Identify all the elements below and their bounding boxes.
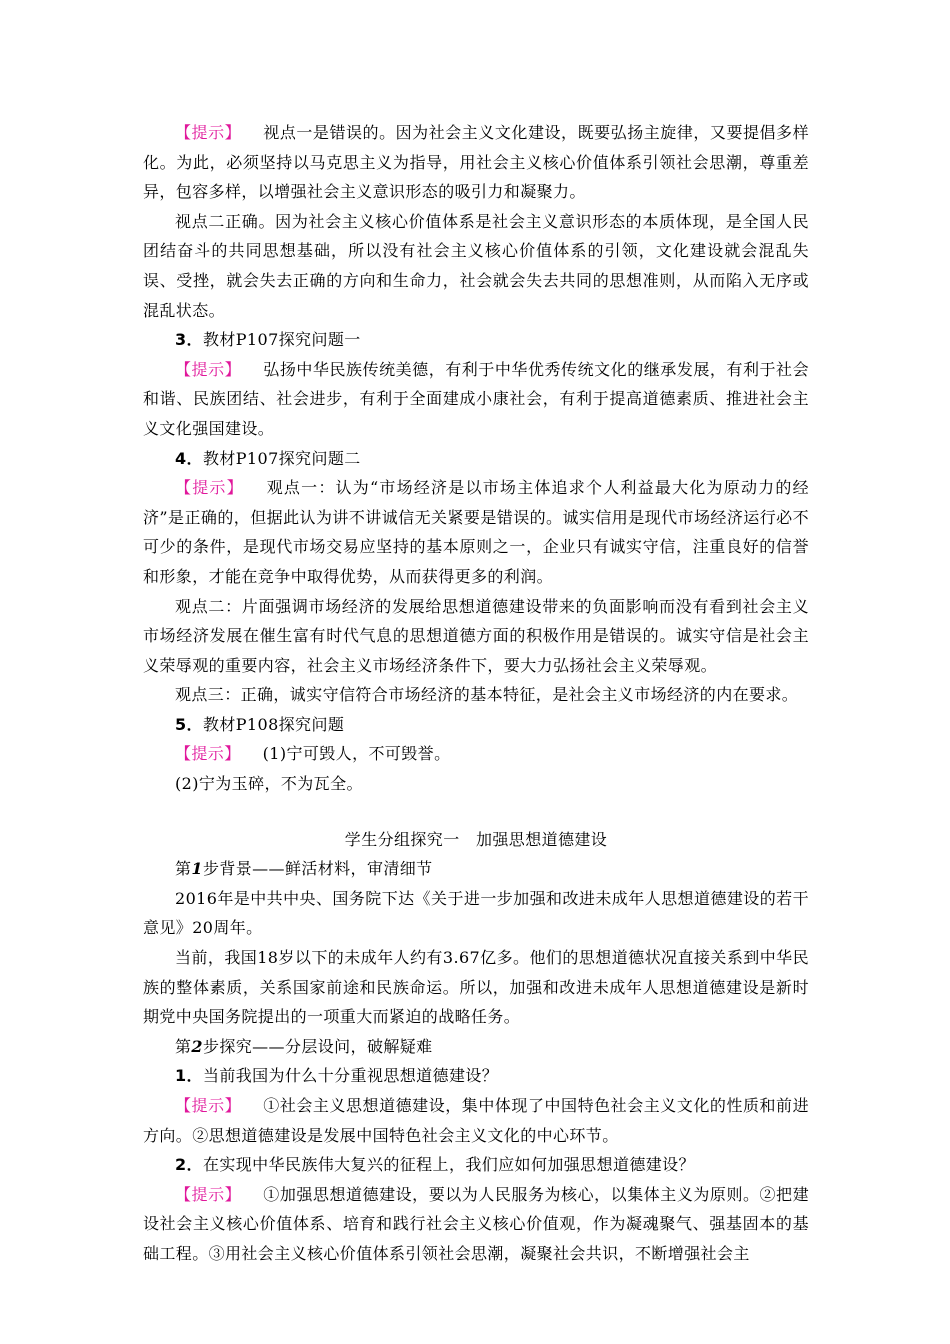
paragraph: 观点二：片面强调市场经济的发展给思想道德建设带来的负面影响而没有看到社会主义市场经济发展在催生富有时代气息的思想道德方面的积极作用是错误的。诚实守信是社会主义荣辱观的重要内容，社会主义市场经济条件下，要大力弘扬社会主义荣辱观。 bbox=[143, 596, 809, 675]
paragraph: 2016年是中共中央、国务院下达《关于进一步加强和改进未成年人思想道德建设的若干意见》20周年。 bbox=[143, 888, 809, 938]
step-text: 步背景——鲜活材料，审清细节 bbox=[202, 859, 433, 879]
question-number: 5． bbox=[175, 714, 203, 734]
hint-label: 【提示】 bbox=[175, 359, 242, 379]
question-item bbox=[143, 1150, 809, 1180]
question-item bbox=[143, 444, 809, 474]
question-number: 2． bbox=[175, 1155, 203, 1175]
question-text: 教材P107探究问题二 bbox=[202, 448, 361, 468]
hint-paragraph bbox=[143, 1091, 809, 1150]
document-body bbox=[143, 118, 809, 1269]
hint-text: (1)宁可毁人，不可毁誉。 bbox=[262, 744, 451, 764]
step-heading bbox=[143, 1032, 809, 1062]
paragraph: (2)宁为玉碎，不为瓦全。 bbox=[175, 774, 363, 794]
step-heading bbox=[143, 854, 809, 884]
hint-label: 【提示】 bbox=[175, 1184, 242, 1204]
hint-label: 【提示】 bbox=[175, 123, 242, 142]
hint-text: ①加强思想道德建设，要以为人民服务为核心，以集体主义为原则。②把建设社会主义核心价值体系、培育和践行社会主义核心价值观，作为凝魂聚气、强基固本的基础工程。③用社会主义核心价值体系引领社会思潮，凝聚社会共识，不断增强社会主 bbox=[143, 1184, 809, 1263]
step-text: 步探究——分层设问，破解疑难 bbox=[202, 1036, 433, 1056]
hint-label: 【提示】 bbox=[175, 478, 244, 498]
hint-text: 视点一是错误的。因为社会主义文化建设，既要弘扬主旋律，又要提倡多样化。为此，必须坚持以马克思主义为指导，用社会主义核心价值体系引领社会思潮，尊重差异，包容多样，以增强社会主义意识形态的吸引力和凝聚力。 bbox=[143, 123, 809, 202]
question-item bbox=[143, 325, 809, 355]
question-number: 3． bbox=[175, 330, 203, 350]
hint-paragraph bbox=[143, 118, 809, 207]
paragraph: 视点二正确。因为社会主义核心价值体系是社会主义意识形态的本质体现，是全国人民团结奋斗的共同思想基础，所以没有社会主义核心价值体系的引领，文化建设就会混乱失误、受挫，就会失去正确的方向和生命力，社会就会失去共同的思想准则，从而陷入无序或混乱状态。 bbox=[143, 211, 809, 320]
hint-paragraph bbox=[143, 1180, 809, 1269]
question-text: 在实现中华民族伟大复兴的征程上，我们应如何加强思想道德建设？ bbox=[202, 1155, 695, 1175]
paragraph: 当前，我国18岁以下的未成年人约有3.67亿多。他们的思想道德状况直接关系到中华民族的整体素质，关系国家前途和民族命运。所以，加强和改进未成年人思想道德建设是新时期党中央国务院提出的一项重大而紧迫的战略任务。 bbox=[143, 948, 809, 1027]
question-text: 教材P108探究问题 bbox=[202, 714, 345, 734]
hint-text: 观点一：认为“市场经济是以市场主体追求个人利益最大化为原动力的经济”是正确的，但据此认为讲不讲诚信无关紧要是错误的。诚实信用是现代市场经济运行必不可少的条件，是现代市场交易应坚持的基本原则之一，企业只有诚实守信，注重良好的信誉和形象，才能在竞争中取得优势，从而获得更多的利润。 bbox=[143, 478, 809, 586]
hint-label: 【提示】 bbox=[175, 1096, 242, 1115]
question-item bbox=[143, 1061, 809, 1091]
step-prefix: 第 bbox=[175, 1036, 192, 1056]
question-text: 当前我国为什么十分重视思想道德建设？ bbox=[202, 1066, 499, 1086]
hint-label: 【提示】 bbox=[175, 744, 241, 764]
question-text: 教材P107探究问题一 bbox=[202, 330, 361, 350]
step-number: 1 bbox=[191, 859, 203, 879]
hint-text: 弘扬中华民族传统美德，有利于中华优秀传统文化的继承发展，有利于社会和谐、民族团结、社会进步，有利于全面建成小康社会，有利于提高道德素质、推进社会主义文化强国建设。 bbox=[143, 359, 809, 438]
hint-paragraph bbox=[143, 739, 809, 769]
step-prefix: 第 bbox=[175, 859, 192, 879]
section-heading: 学生分组探究一 加强思想道德建设 bbox=[344, 829, 608, 849]
question-item bbox=[143, 710, 809, 740]
question-number: 1． bbox=[175, 1066, 203, 1086]
paragraph: 观点三：正确，诚实守信符合市场经济的基本特征，是社会主义市场经济的内在要求。 bbox=[175, 685, 799, 705]
hint-paragraph bbox=[143, 355, 809, 444]
hint-paragraph bbox=[143, 473, 809, 591]
step-number: 2 bbox=[191, 1036, 203, 1056]
question-number: 4． bbox=[175, 448, 203, 468]
hint-text: ①社会主义思想道德建设，集中体现了中国特色社会主义文化的性质和前进方向。②思想道德建设是发展中国特色社会主义文化的中心环节。 bbox=[143, 1096, 809, 1145]
